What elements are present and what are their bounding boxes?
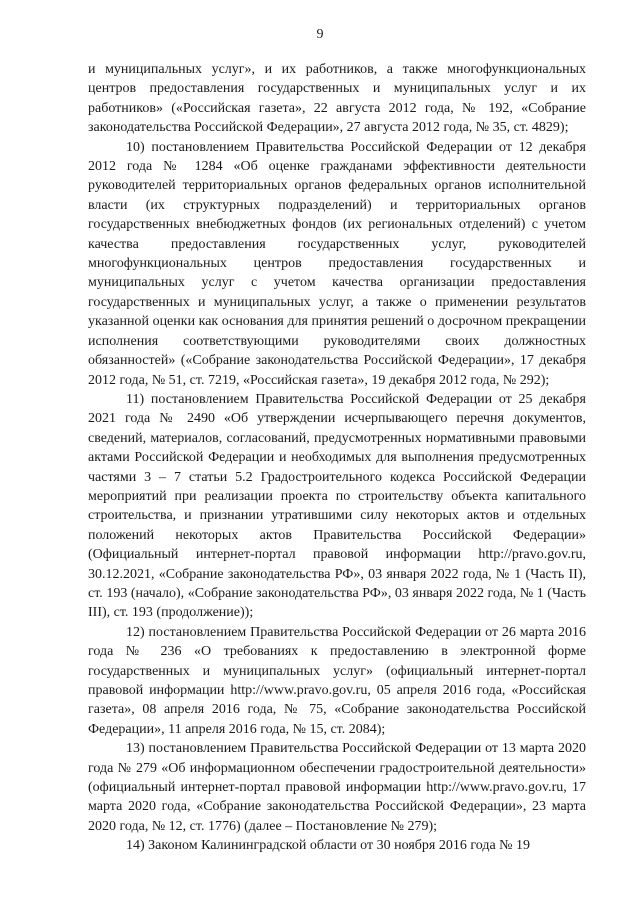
paragraph-continuation: и муниципальных услуг», и их работников, а также многофункциональных центров предоставления государственных и муниципальных услуг и их работников» («Российская газета», 22 августа 2012 года, № 192, «Собрание законодательства Российской Федерации», 27 августа 2012 года, № 35, ст. 4829); [88, 62, 586, 136]
paragraph-item-11: 11) постановлением Правительства Российской Федерации от 25 декабря 2021 года № 2490 «Об утверждении исчерпывающего перечня документов, сведений, материалов, согласований, предусмотренных нормативными правовыми актами Российской Федерации и необходимых для выполнения предусмотренных частями 3 – 7 статьи 5.2 Градостроительного кодекса Российской Федерации мероприятий при реализации проекта по строительству объекта капитального строительства, и признании утратившими силу некоторых актов и отдельных положений некоторых актов Правительства Российской Федерации» (Официальный интернет-портал правовой информации http://pravo.gov.ru, 30.12.2021, «Собрание законодательства РФ», 03 января 2022 года, № 1 (Часть II), ст. 193 (начало), «Собрание законодательства РФ», 03 января 2022 года, № 1 (Часть III), ст. 193 (продолжение)); [88, 391, 586, 621]
paragraph-item-10: 10) постановлением Правительства Российской Федерации от 12 декабря 2012 года № 1284 «Об оценке гражданами эффективности деятельности руководителей территориальных органов федеральных органов исполнительной власти (их структурных подразделений) и территориальных органов государственных внебюджетных фондов (их региональных отделений) с учетом качества предоставления государственных услуг, руководителей многофункциональных центров предоставления государственных и муниципальных услуг с учетом качества организации предоставления государственных и муниципальных услуг, а также о применении результатов указанной оценки как основания для принятия решений о досрочном прекращении исполнения соответствующими руководителями своих должностных обязанностей» («Собрание законодательства Российской Федерации», 17 декабря 2012 года, № 51, ст. 7219, «Российская газета», 19 декабря 2012 года, № 292); [88, 139, 586, 388]
document-body [88, 60, 586, 856]
paragraph-item-12: 12) постановлением Правительства Российской Федерации от 26 марта 2016 года № 236 «О требованиях к предоставлению в электронной форме государственных и муниципальных услуг» (официальный интернет-портал правовой информации http://www.pravo.gov.ru, 05 апреля 2016 года, «Российская газета», 08 апреля 2016 года, № 75, «Собрание законодательства Российской Федерации», 11 апреля 2016 года, № 15, ст. 2084); [88, 624, 586, 737]
paragraph-item-14: 14) Законом Калининградской области от 30 ноября 2016 года № 19 [126, 838, 531, 854]
paragraph-item-13: 13) постановлением Правительства Российской Федерации от 13 марта 2020 года № 279 «Об информационном обеспечении градостроительной деятельности» (официальный интернет-портал правовой информации http://www.pravo.gov.ru, 17 марта 2020 года, «Собрание законодательства Российской Федерации», 23 марта 2020 года, № 12, ст. 1776) (далее – Постановление № 279); [88, 741, 586, 834]
page-number: 9 [316, 27, 324, 42]
